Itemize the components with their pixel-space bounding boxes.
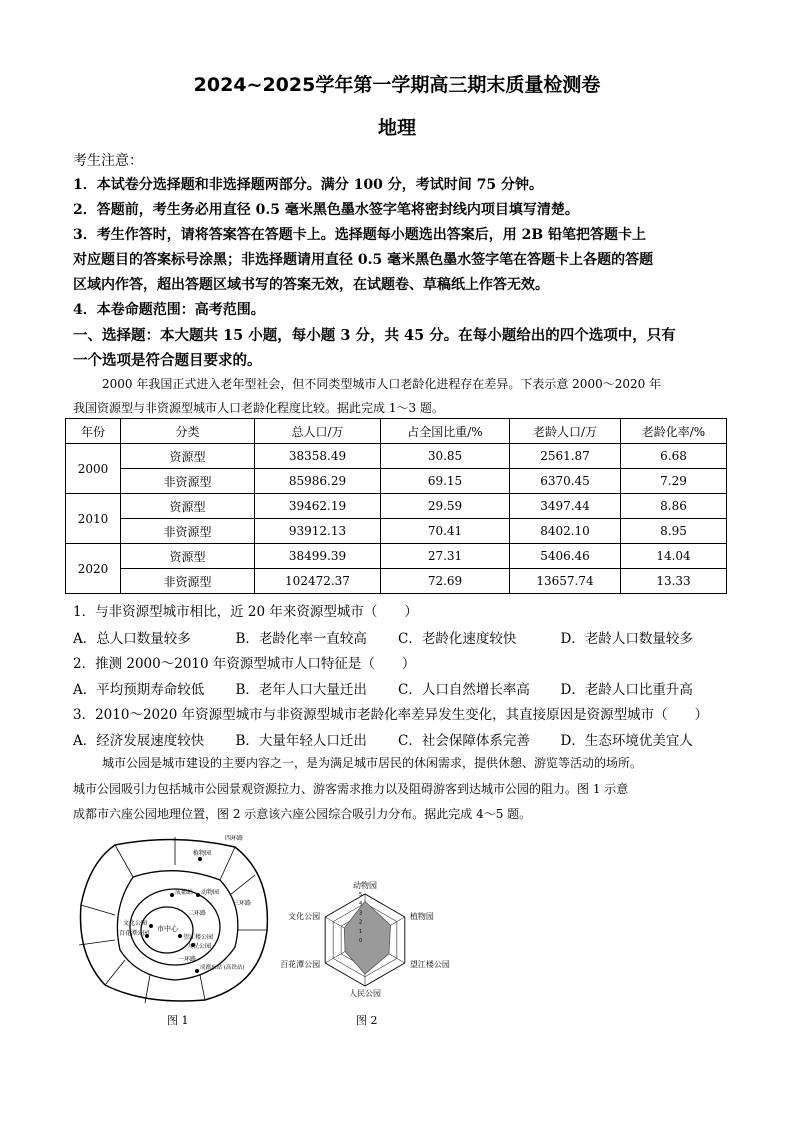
label-zoo: 植物园 (193, 850, 212, 857)
axis-label-baihua: 百花潭公园 (280, 960, 321, 969)
elderly-cell: 13657.74 (510, 569, 621, 594)
notice-item: 3．考生作答时，请将答案答在答题卡上。选择题每小题选出答案后，用 2B 铅笔把答题卡上 (73, 227, 647, 243)
table-header-row (66, 419, 727, 444)
option-d[interactable]: D．生态环境优美宜人 (560, 733, 693, 749)
label-center: 市中心 (157, 925, 178, 933)
share-cell: 69.15 (381, 469, 510, 494)
table-header: 占全国比重/% (381, 419, 510, 444)
radial-tick-label: 1 (359, 928, 363, 935)
radial-tick-label: 2 (359, 919, 363, 926)
question-stem: 3．2010～2020 年资源型城市与非资源型城市老龄化率差异发生变化，其直接原因是资源型城市（ ） (73, 707, 709, 723)
share-cell: 70.41 (381, 519, 510, 544)
marker-dot (195, 969, 199, 973)
section-heading-cont: 一个选项是符合题目要求的。 (73, 352, 262, 369)
total-cell: 85986.29 (255, 469, 381, 494)
label-station: 成都站 (175, 889, 194, 896)
table-row (66, 519, 727, 544)
exam-title: 2024~2025学年第一学期高三期末质量检测卷 (193, 74, 601, 96)
table-header: 总人口/万 (255, 419, 381, 444)
passage-text: 成都市六座公园地理位置，图 2 示意该六座公园综合吸引力分布。据此完成 4～5 题。 (73, 807, 532, 821)
aging-data-table (65, 418, 727, 594)
total-cell: 38499.39 (255, 544, 381, 569)
rate-cell: 14.04 (621, 544, 727, 569)
axis-label-zoo: 动物园 (353, 881, 377, 890)
type-cell: 资源型 (121, 544, 255, 569)
axis-label-culture: 文化公园 (288, 912, 321, 921)
notice-item: 区域内作答，超出答题区域书写的答案无效，在试题卷、草稿纸上作答无效。 (73, 277, 549, 293)
elderly-cell: 5406.46 (510, 544, 621, 569)
option-a[interactable]: A．经济发展速度较快 (73, 733, 205, 749)
share-cell: 72.69 (381, 569, 510, 594)
question-options (73, 678, 723, 698)
notice-heading: 考生注意： (73, 153, 143, 169)
total-cell: 102472.37 (255, 569, 381, 594)
elderly-cell: 3497.44 (510, 494, 621, 519)
share-cell: 29.59 (381, 494, 510, 519)
total-cell: 93912.13 (255, 519, 381, 544)
year-cell: 2000 (66, 444, 121, 494)
exam-subject: 地理 (377, 117, 416, 139)
option-b[interactable]: B．大量年轻人口迁出 (235, 733, 367, 749)
label-animal: 动物园 (201, 889, 220, 896)
option-a[interactable]: A．总人口数量较多 (73, 631, 191, 647)
year-cell: 2020 (66, 544, 121, 594)
label-ring2: 二环路 (188, 910, 207, 917)
elderly-cell: 2561.87 (510, 444, 621, 469)
axis-label-botanical: 植物园 (409, 912, 434, 921)
marker-dot (196, 893, 200, 897)
rate-cell: 6.68 (621, 444, 727, 469)
radial-tick-label: 4 (359, 901, 363, 908)
table-row (66, 569, 727, 594)
option-d[interactable]: D．老龄人口数量较多 (560, 631, 693, 647)
ring-road-4-outline (81, 839, 268, 1001)
share-cell: 30.85 (381, 444, 510, 469)
notice-item: 4．本卷命题范围：高考范围。 (73, 302, 265, 318)
question-options (73, 729, 723, 749)
type-cell: 资源型 (121, 494, 255, 519)
label-ring1: 一环路 (178, 956, 197, 963)
table-header: 老龄人口/万 (510, 419, 621, 444)
axis-label-people: 人民公园 (349, 989, 381, 998)
radial-tick-label: 5 (359, 892, 363, 898)
notice-item: 1．本试卷分选择题和非选择题两部分。满分 100 分，考试时间 75 分钟。 (73, 177, 543, 193)
option-b[interactable]: B．老年人口大量迁出 (235, 682, 367, 698)
question-stem: 2．推测 2000～2010 年资源型城市人口特征是（ ） (73, 656, 416, 672)
option-c[interactable]: C．人口自然增长率高 (398, 682, 530, 698)
option-b[interactable]: B．老龄化率一直较高 (235, 631, 367, 647)
question-stem: 1．与非资源型城市相比，近 20 年来资源型城市（ ） (73, 604, 418, 620)
label-baihua: 百花潭公园 (119, 930, 150, 937)
marker-dot (198, 857, 202, 861)
label-wangjiang: 望江楼公园 (183, 934, 214, 941)
total-cell: 39462.19 (255, 494, 381, 519)
option-c[interactable]: C．社会保障体系完善 (398, 733, 530, 749)
table-row (66, 469, 727, 494)
option-a[interactable]: A．平均预期寿命较低 (73, 682, 205, 698)
radar-series-area (344, 901, 390, 974)
label-ring3: 三环路 (233, 900, 252, 907)
rate-cell: 13.33 (621, 569, 727, 594)
marker-dot (149, 924, 153, 928)
table-header: 老龄化率/% (621, 419, 727, 444)
label-people: 人民公园 (187, 943, 212, 950)
passage-text: 城市公园是城市建设的主要内容之一，是为满足城市居民的休闲需求，提供休憩、游览等活动的场所。 (102, 756, 643, 770)
option-c[interactable]: C．老龄化速度较快 (398, 631, 517, 647)
radial-tick-label: 0 (359, 938, 363, 944)
type-cell: 非资源型 (121, 519, 255, 544)
table-header: 年份 (66, 419, 121, 444)
rate-cell: 7.29 (621, 469, 727, 494)
chengdu-park-map (75, 835, 275, 1005)
share-cell: 27.31 (381, 544, 510, 569)
label-ring4: 四环路 (225, 835, 244, 842)
radial-tick-label: 3 (359, 910, 363, 917)
option-d[interactable]: D．老龄人口比重升高 (560, 682, 693, 698)
axis-label-wangjiang: 望江楼公园 (409, 960, 450, 969)
rate-cell: 8.95 (621, 519, 727, 544)
table-row (66, 544, 727, 569)
marker-dot (170, 893, 174, 897)
table-row (66, 444, 727, 469)
marker-dot (178, 934, 182, 938)
park-attraction-radar-chart (280, 872, 450, 1012)
rate-cell: 8.86 (621, 494, 727, 519)
table-header: 分类 (121, 419, 255, 444)
elderly-cell: 6370.45 (510, 469, 621, 494)
passage-text: 城市公园吸引力包括城市公园景观资源拉力、游客需求推力以及阻碍游客到达城市公园的阻力。图 1 示意 (73, 782, 629, 796)
passage-text: 我国资源型与非资源型城市人口老龄化程度比较。据此完成 1～3 题。 (73, 401, 444, 415)
total-cell: 38358.49 (255, 444, 381, 469)
figure2-caption: 图 2 (356, 1014, 378, 1027)
type-cell: 资源型 (121, 444, 255, 469)
figure1-caption: 图 1 (167, 1014, 189, 1027)
section-heading: 一、选择题：本大题共 15 小题，每小题 3 分，共 45 分。在每小题给出的四个选项中，只有 (73, 327, 676, 344)
type-cell: 非资源型 (121, 569, 255, 594)
elderly-cell: 8402.10 (510, 519, 621, 544)
type-cell: 非资源型 (121, 469, 255, 494)
passage-text: 2000 年我国正式进入老年型社会，但不同类型城市人口老龄化进程存在差异。下表示意 2000～2020 年 (102, 377, 662, 391)
label-east-station: 成都东站 (高铁站) (200, 965, 245, 971)
label-culture: 文化公园 (123, 920, 148, 927)
notice-item: 对应题目的答案标号涂黑；非选择题请用直径 0.5 毫米黑色墨水签字笔在答题卡上各题的答题 (73, 252, 654, 268)
road-network (79, 837, 267, 1003)
notice-item: 2．答题前，考生务必用直径 0.5 毫米黑色墨水签字笔将密封线内项目填写清楚。 (73, 202, 579, 218)
table-row (66, 494, 727, 519)
question-options (73, 627, 723, 647)
year-cell: 2010 (66, 494, 121, 544)
